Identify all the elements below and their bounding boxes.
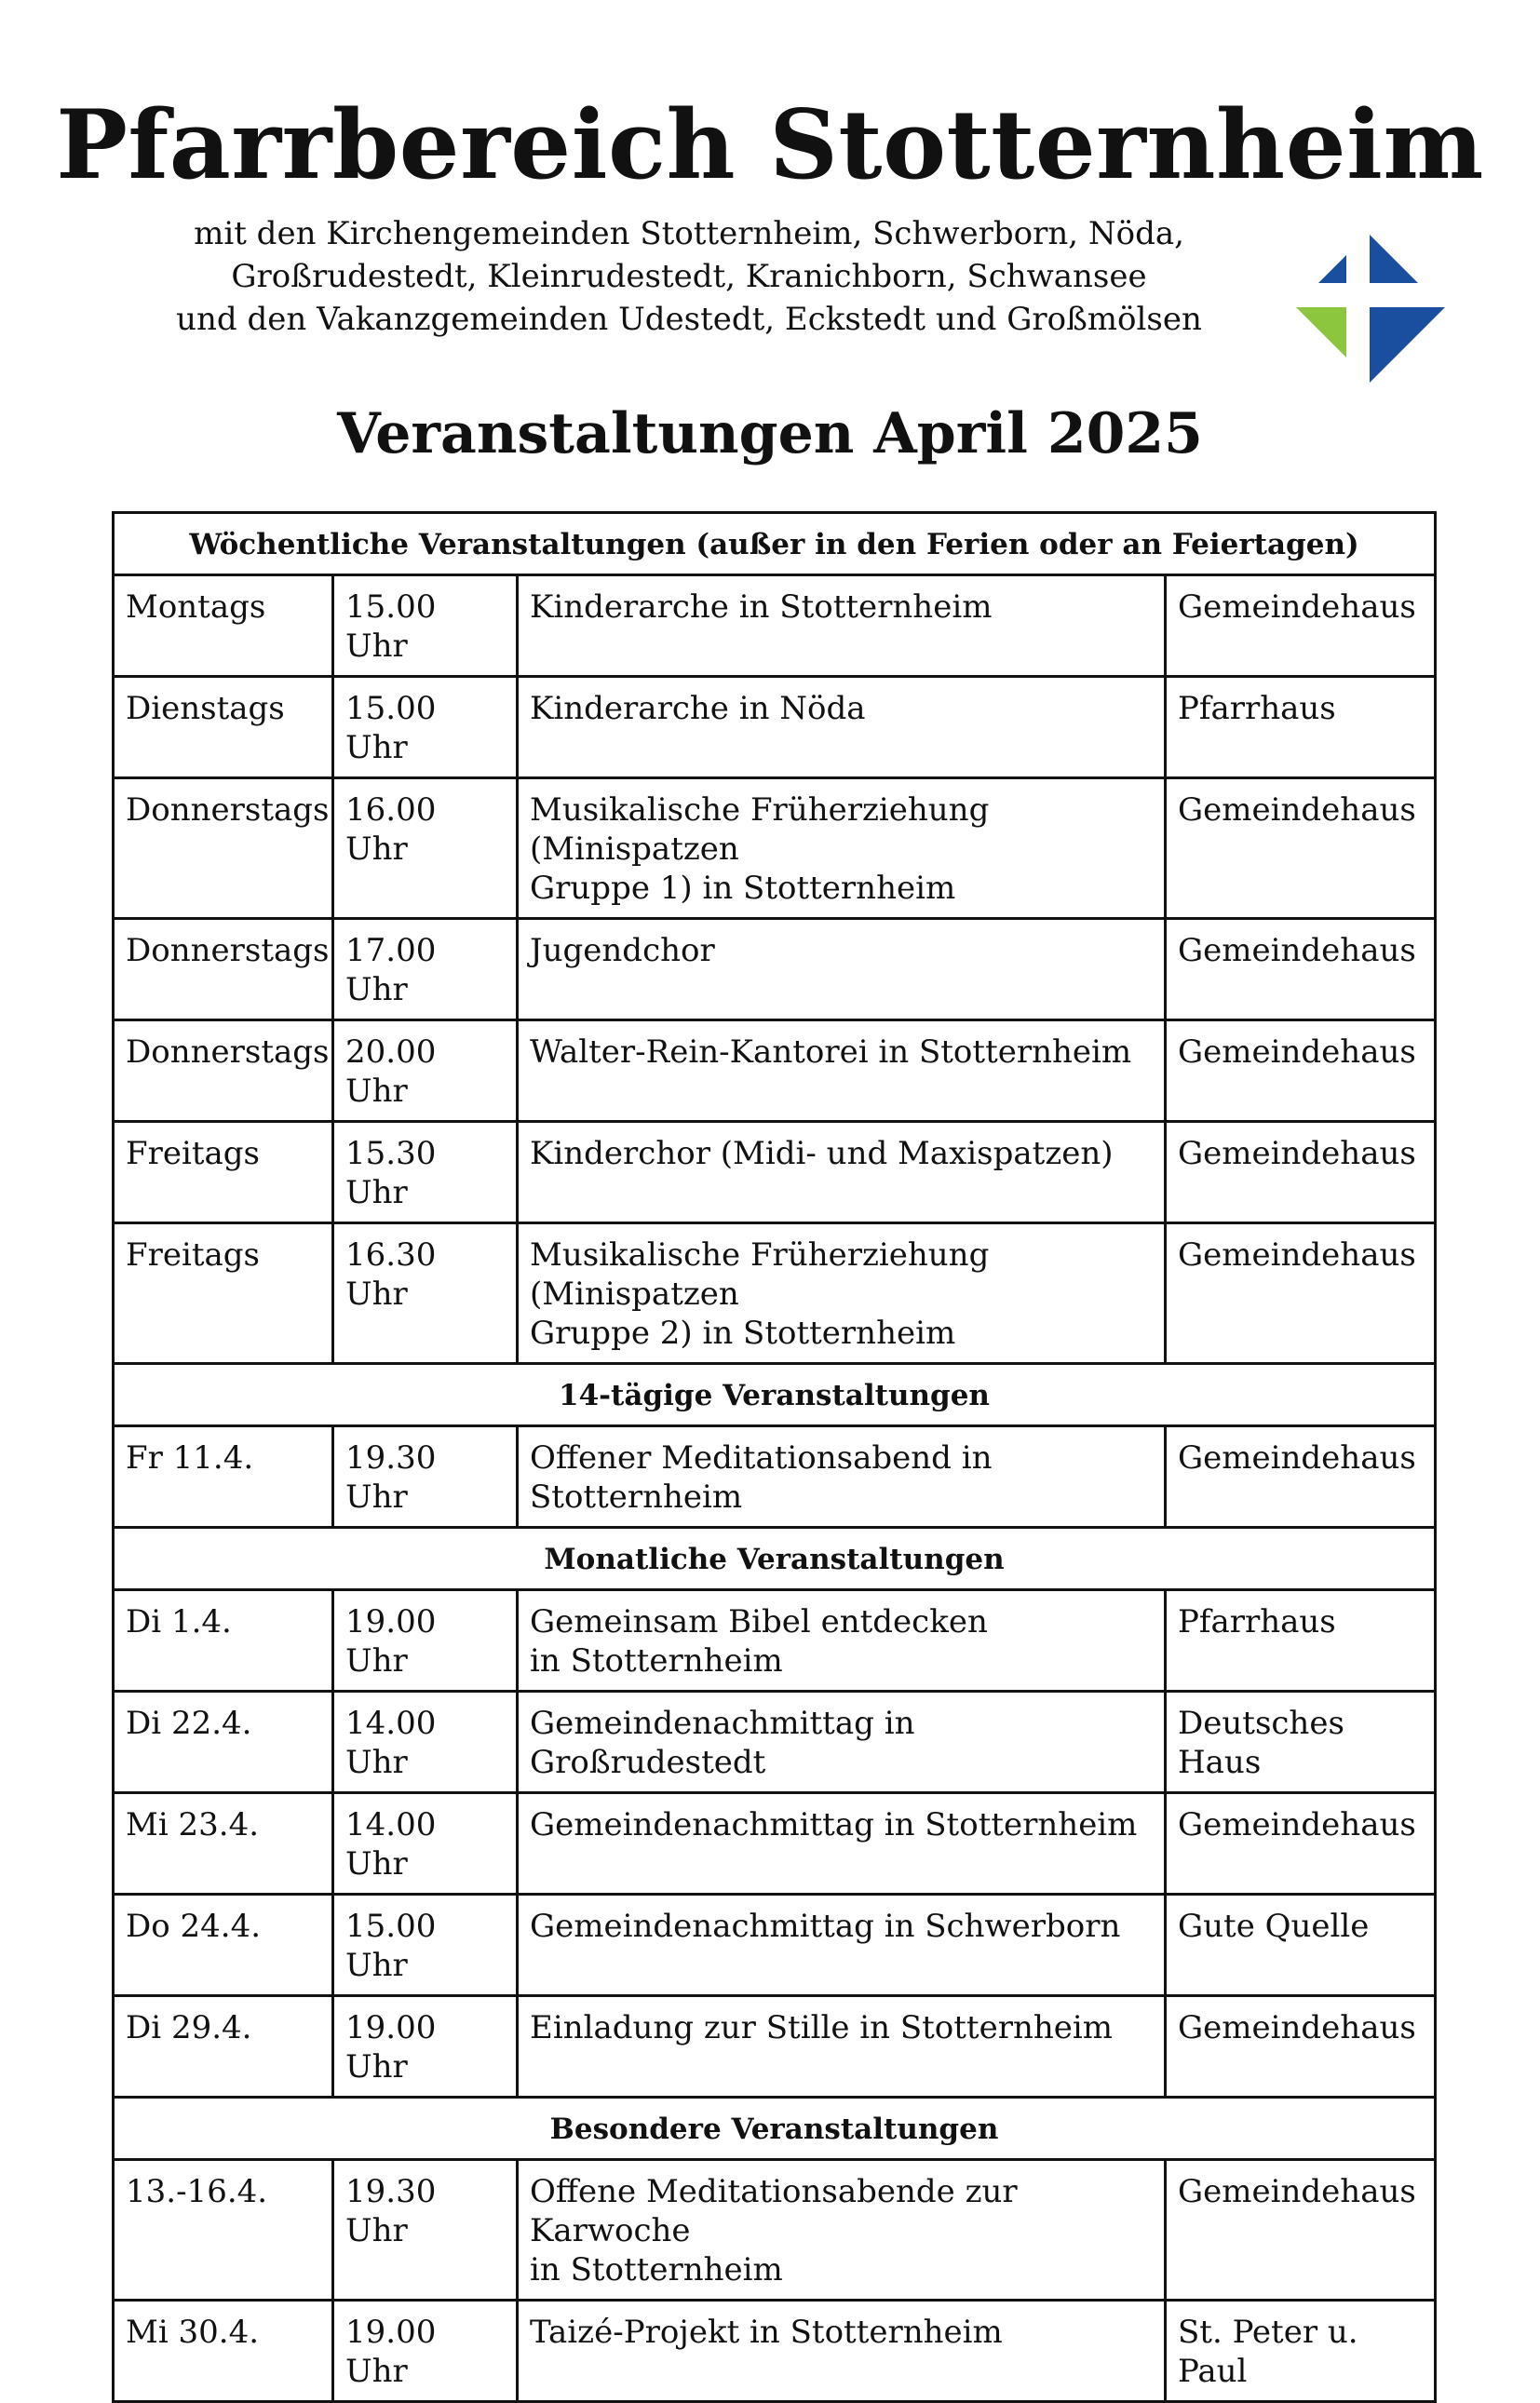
logo-green-bottom-left [1296,307,1346,358]
place-cell: Gemeindehaus [1166,1020,1436,1122]
event-cell [518,575,1166,677]
section-header-row [114,513,1436,575]
event-cell [518,1692,1166,1793]
place-cell: Gemeindehaus [1166,1122,1436,1223]
events-table [112,511,1437,2403]
event-line: Gemeinsam Bibel entdecken [530,1603,988,1640]
event-cell [518,2301,1166,2402]
section-title: Wöchentliche Veranstaltungen (außer in den Ferien oder an Feiertagen) [114,513,1436,575]
event-cell [518,2160,1166,2301]
church-cross-logo-icon [1296,235,1445,384]
day-cell: Freitags [114,1223,333,1364]
day-cell: Do 24.4. [114,1895,333,1996]
day-cell: Di 1.4. [114,1590,333,1692]
place-cell: St. Peter u. Paul [1166,2301,1436,2402]
event-line: Walter-Rein-Kantorei in Stotternheim [530,1033,1132,1071]
table-row [114,1122,1436,1223]
place-cell: Gemeindehaus [1166,1426,1436,1528]
table-row [114,1590,1436,1692]
day-cell: 13.-16.4. [114,2160,333,2301]
event-line: in Stotternheim [530,1642,783,1680]
day-cell: Dienstags [114,677,333,778]
day-cell: Donnerstags [114,778,333,919]
event-line: Einladung zur Stille in Stotternheim [530,2009,1113,2046]
subtitle-line: mit den Kirchengemeinden Stotternheim, Schwerborn, Nöda, [194,215,1184,252]
event-line: in Stotternheim [530,2251,783,2288]
section-title: Monatliche Veranstaltungen [114,1528,1436,1590]
place-cell: Deutsches Haus [1166,1692,1436,1793]
event-cell [518,1122,1166,1223]
subtitle [140,212,1238,341]
table-row [114,1692,1436,1793]
event-line: Offene Meditationsabende zur Karwoche [530,2173,1018,2249]
event-cell [518,1895,1166,1996]
event-line: Gemeindenachmittag in Stotternheim [530,1806,1138,1843]
place-cell: Gemeindehaus [1166,575,1436,677]
subtitle-line: Großrudestedt, Kleinrudestedt, Kranichborn, Schwansee [231,258,1147,295]
table-row [114,2160,1436,2301]
time-cell: 15.30 Uhr [333,1122,518,1223]
time-cell: 15.00 Uhr [333,677,518,778]
time-cell: 14.00 Uhr [333,1692,518,1793]
logo-blue-top-right [1370,235,1418,283]
event-cell [518,1793,1166,1895]
section-title: 14-tägige Veranstaltungen [114,1364,1436,1426]
day-cell: Di 29.4. [114,1996,333,2098]
table-row [114,1895,1436,1996]
event-line: Jugendchor [530,932,715,969]
place-cell: Gemeindehaus [1166,2160,1436,2301]
day-cell: Donnerstags [114,919,333,1020]
event-line: Gruppe 1) in Stotternheim [530,870,956,907]
page-title: Pfarrbereich Stotternheim [56,89,1484,201]
event-cell [518,1223,1166,1364]
place-cell: Pfarrhaus [1166,677,1436,778]
event-cell [518,677,1166,778]
place-cell: Gute Quelle [1166,1895,1436,1996]
event-cell [518,1590,1166,1692]
time-cell: 20.00 Uhr [333,1020,518,1122]
day-cell: Mi 30.4. [114,2301,333,2402]
day-cell: Mi 23.4. [114,1793,333,1895]
section-header-row [114,1364,1436,1426]
time-cell: 15.00 Uhr [333,575,518,677]
time-cell: 16.00 Uhr [333,778,518,919]
logo-blue-top-left [1318,255,1346,283]
events-table-body [114,513,1436,2402]
event-cell [518,919,1166,1020]
day-cell: Fr 11.4. [114,1426,333,1528]
place-cell: Gemeindehaus [1166,1793,1436,1895]
event-line: Kinderarche in Nöda [530,690,866,727]
subtitle-line: und den Vakanzgemeinden Udestedt, Eckstedt und Großmölsen [176,301,1202,338]
place-cell: Gemeindehaus [1166,919,1436,1020]
events-heading: Veranstaltungen April 2025 [337,401,1203,466]
table-row [114,2301,1436,2402]
time-cell: 16.30 Uhr [333,1223,518,1364]
day-cell: Di 22.4. [114,1692,333,1793]
time-cell: 15.00 Uhr [333,1895,518,1996]
event-cell [518,1020,1166,1122]
table-row [114,778,1436,919]
logo-blue-bottom-right [1370,307,1445,383]
place-cell: Gemeindehaus [1166,1223,1436,1364]
event-line: Musikalische Früherziehung (Minispatzen [530,791,990,868]
time-cell: 19.30 Uhr [333,1426,518,1528]
place-cell: Pfarrhaus [1166,1590,1436,1692]
table-row [114,1426,1436,1528]
event-cell [518,778,1166,919]
time-cell: 19.00 Uhr [333,1590,518,1692]
day-cell: Montags [114,575,333,677]
table-row [114,1223,1436,1364]
place-cell: Gemeindehaus [1166,778,1436,919]
event-line: Kinderarche in Stotternheim [530,588,993,626]
event-line: Offener Meditationsabend in Stotternheim [530,1439,993,1516]
time-cell: 19.00 Uhr [333,2301,518,2402]
event-line: Kinderchor (Midi- und Maxispatzen) [530,1135,1114,1172]
section-title: Besondere Veranstaltungen [114,2098,1436,2160]
day-cell: Freitags [114,1122,333,1223]
table-row [114,1020,1436,1122]
section-header-row [114,2098,1436,2160]
place-cell: Gemeindehaus [1166,1996,1436,2098]
event-line: Gemeindenachmittag in Großrudestedt [530,1705,915,1781]
event-line: Gemeindenachmittag in Schwerborn [530,1908,1121,1945]
time-cell: 19.00 Uhr [333,1996,518,2098]
time-cell: 14.00 Uhr [333,1793,518,1895]
event-cell [518,1996,1166,2098]
table-row [114,1793,1436,1895]
table-row [114,575,1436,677]
event-cell [518,1426,1166,1528]
time-cell: 17.00 Uhr [333,919,518,1020]
time-cell: 19.30 Uhr [333,2160,518,2301]
table-row [114,1996,1436,2098]
table-row [114,919,1436,1020]
table-row [114,677,1436,778]
event-line: Taizé-Projekt in Stotternheim [530,2314,1003,2351]
event-line: Musikalische Früherziehung (Minispatzen [530,1236,990,1313]
section-header-row [114,1528,1436,1590]
day-cell: Donnerstags [114,1020,333,1122]
event-line: Gruppe 2) in Stotternheim [530,1315,956,1352]
